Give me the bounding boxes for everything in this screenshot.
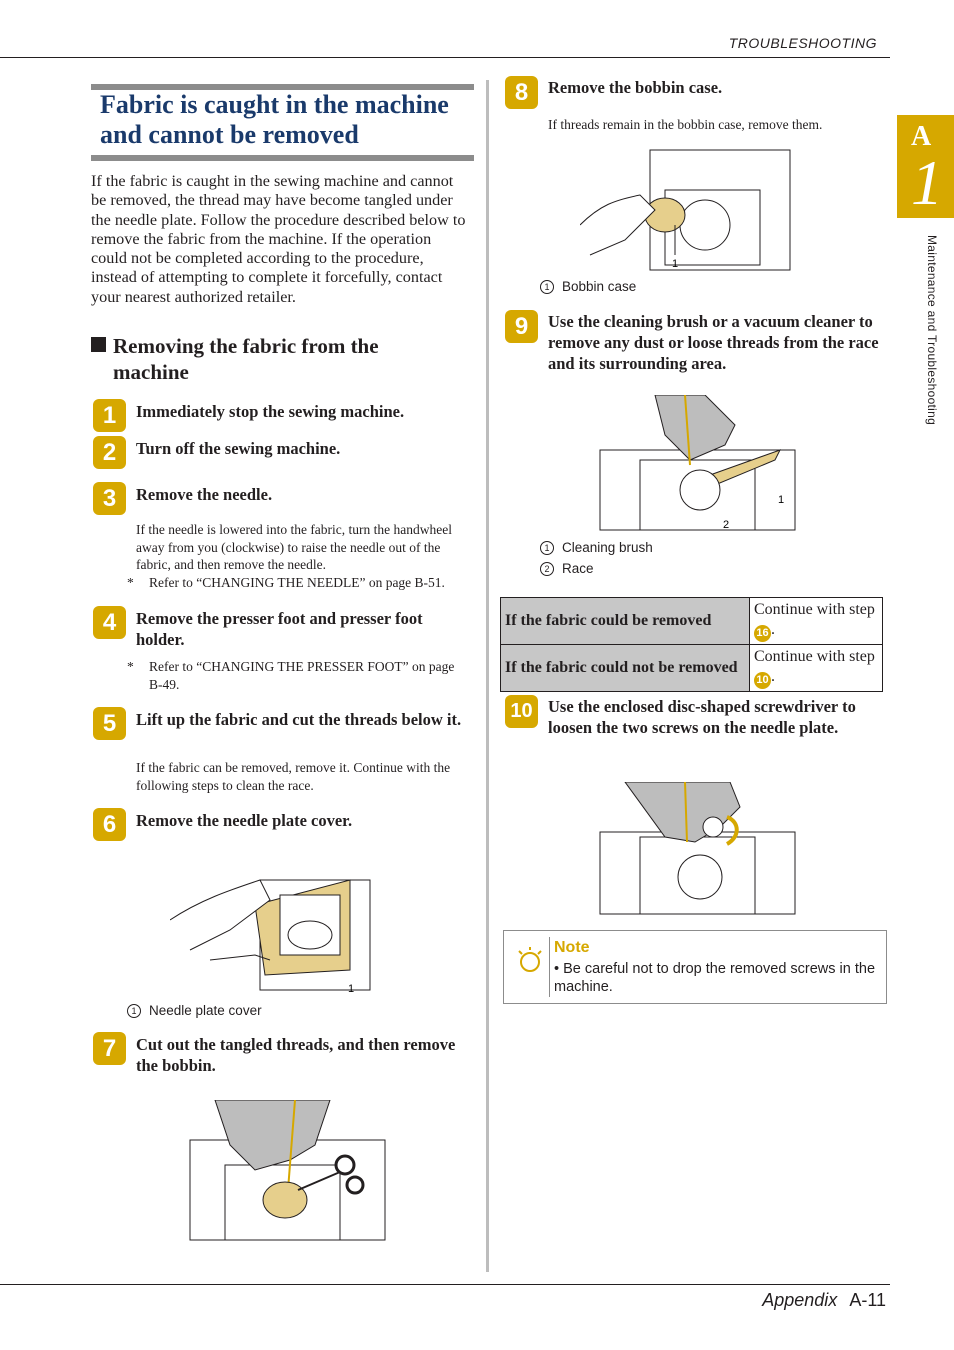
ref-asterisk: * — [127, 659, 134, 674]
step-7-number: 7 — [93, 1032, 126, 1065]
step-6-number: 6 — [93, 808, 126, 841]
step-3-title: Remove the needle. — [136, 485, 273, 504]
decision-table — [500, 597, 883, 692]
step-1-title: Immediately stop the sewing machine. — [136, 402, 405, 421]
page-number: A-11 — [849, 1290, 886, 1310]
note-box — [503, 930, 887, 1004]
section-subheading: Removing the fabric from the machine — [91, 333, 451, 385]
ref-asterisk: * — [127, 575, 134, 590]
step-5-number: 5 — [93, 707, 126, 740]
step-8-number: 8 — [505, 76, 538, 109]
svg-text:1: 1 — [778, 494, 785, 506]
table-row — [501, 645, 883, 692]
chapter-tab — [897, 115, 954, 218]
step-ref-badge: 10 — [754, 672, 771, 689]
screwdriver-illustration — [595, 782, 800, 917]
square-bullet-icon — [91, 337, 106, 352]
step-9-caption-2: 2 Race — [540, 561, 594, 576]
needle-plate-cover-illustration — [170, 860, 385, 995]
footer-rule — [0, 1284, 890, 1285]
step-10-title: Use the enclosed disc-shaped screwdriver to loosen the two screws on the needle plate. — [548, 697, 856, 737]
svg-text:2: 2 — [723, 519, 730, 531]
step-5-title: Lift up the fabric and cut the threads below it. — [136, 710, 462, 729]
step-8-body: If threads remain in the bobbin case, remove them. — [548, 117, 823, 132]
step-9-title: Use the cleaning brush or a vacuum cleaner to remove any dust or loose threads from the race and its surrounding area. — [548, 312, 879, 373]
step-10-number: 10 — [505, 695, 538, 728]
step-6-caption: 1 Needle plate cover — [127, 1003, 262, 1018]
step-6-title: Remove the needle plate cover. — [136, 811, 353, 830]
step-7-title: Cut out the tangled threads, and then remove the bobbin. — [136, 1035, 456, 1075]
running-header: TROUBLESHOOTING — [728, 35, 877, 51]
chapter-label: Maintenance and Troubleshooting — [925, 235, 939, 426]
note-title: Note — [554, 939, 590, 956]
step-3-body: If the needle is lowered into the fabric, turn the handwheel away from you (clockwise) to raise the needle out of the fabric, and then remove the needle. — [136, 522, 453, 572]
step-4-number: 4 — [93, 606, 126, 639]
svg-text:1: 1 — [672, 258, 679, 270]
column-divider — [486, 80, 489, 1272]
page-title: Fabric is caught in the machine and cannot be removed — [100, 90, 449, 149]
note-text: • Be careful not to drop the removed screws in the machine. — [554, 961, 876, 995]
step-8-title: Remove the bobbin case. — [548, 78, 723, 97]
step-3-number: 3 — [93, 482, 126, 515]
table-action: Continue with step 10 . — [750, 645, 883, 692]
footer-section: Appendix — [762, 1290, 838, 1310]
step-1-number: 1 — [93, 399, 126, 432]
page-footer — [762, 1290, 886, 1311]
table-condition: If the fabric could not be removed — [501, 645, 750, 692]
table-action: Continue with step 16 . — [750, 598, 883, 645]
step-2-number: 2 — [93, 436, 126, 469]
step-4-title: Remove the presser foot and presser foot holder. — [136, 609, 423, 649]
title-rule-bottom — [91, 155, 474, 161]
cut-threads-illustration — [180, 1100, 390, 1245]
bobbin-case-illustration — [580, 145, 810, 275]
step-5-body: If the fabric can be removed, remove it. Continue with the following steps to clean the race. — [136, 760, 451, 793]
step-8-caption: 1 Bobbin case — [540, 279, 636, 294]
table-row — [501, 598, 883, 645]
lightbulb-icon — [516, 945, 544, 975]
step-3-reference: Refer to “CHANGING THE NEEDLE” on page B-51. — [149, 575, 445, 590]
table-condition: If the fabric could be removed — [501, 598, 750, 645]
svg-text:1: 1 — [348, 983, 355, 995]
cleaning-brush-illustration — [595, 395, 800, 535]
header-rule — [0, 57, 890, 58]
step-2-title: Turn off the sewing machine. — [136, 439, 341, 458]
chapter-number: 1 — [911, 147, 943, 218]
step-9-caption-1: 1 Cleaning brush — [540, 540, 653, 555]
chapter-letter: A — [911, 121, 932, 152]
step-9-number: 9 — [505, 310, 538, 343]
step-4-reference: Refer to “CHANGING THE PRESSER FOOT” on page B-49. — [149, 659, 455, 692]
intro-paragraph: If the fabric is caught in the sewing machine and cannot be removed, the thread may have become tangled under the needle plate. Follow the procedure described below to remove the fabric from the machine. If the operation could not be completed according to the procedure, instead of attempting to complete it forcefully, contact your nearest authorized retailer. — [91, 172, 466, 306]
step-ref-badge: 16 — [754, 625, 771, 642]
